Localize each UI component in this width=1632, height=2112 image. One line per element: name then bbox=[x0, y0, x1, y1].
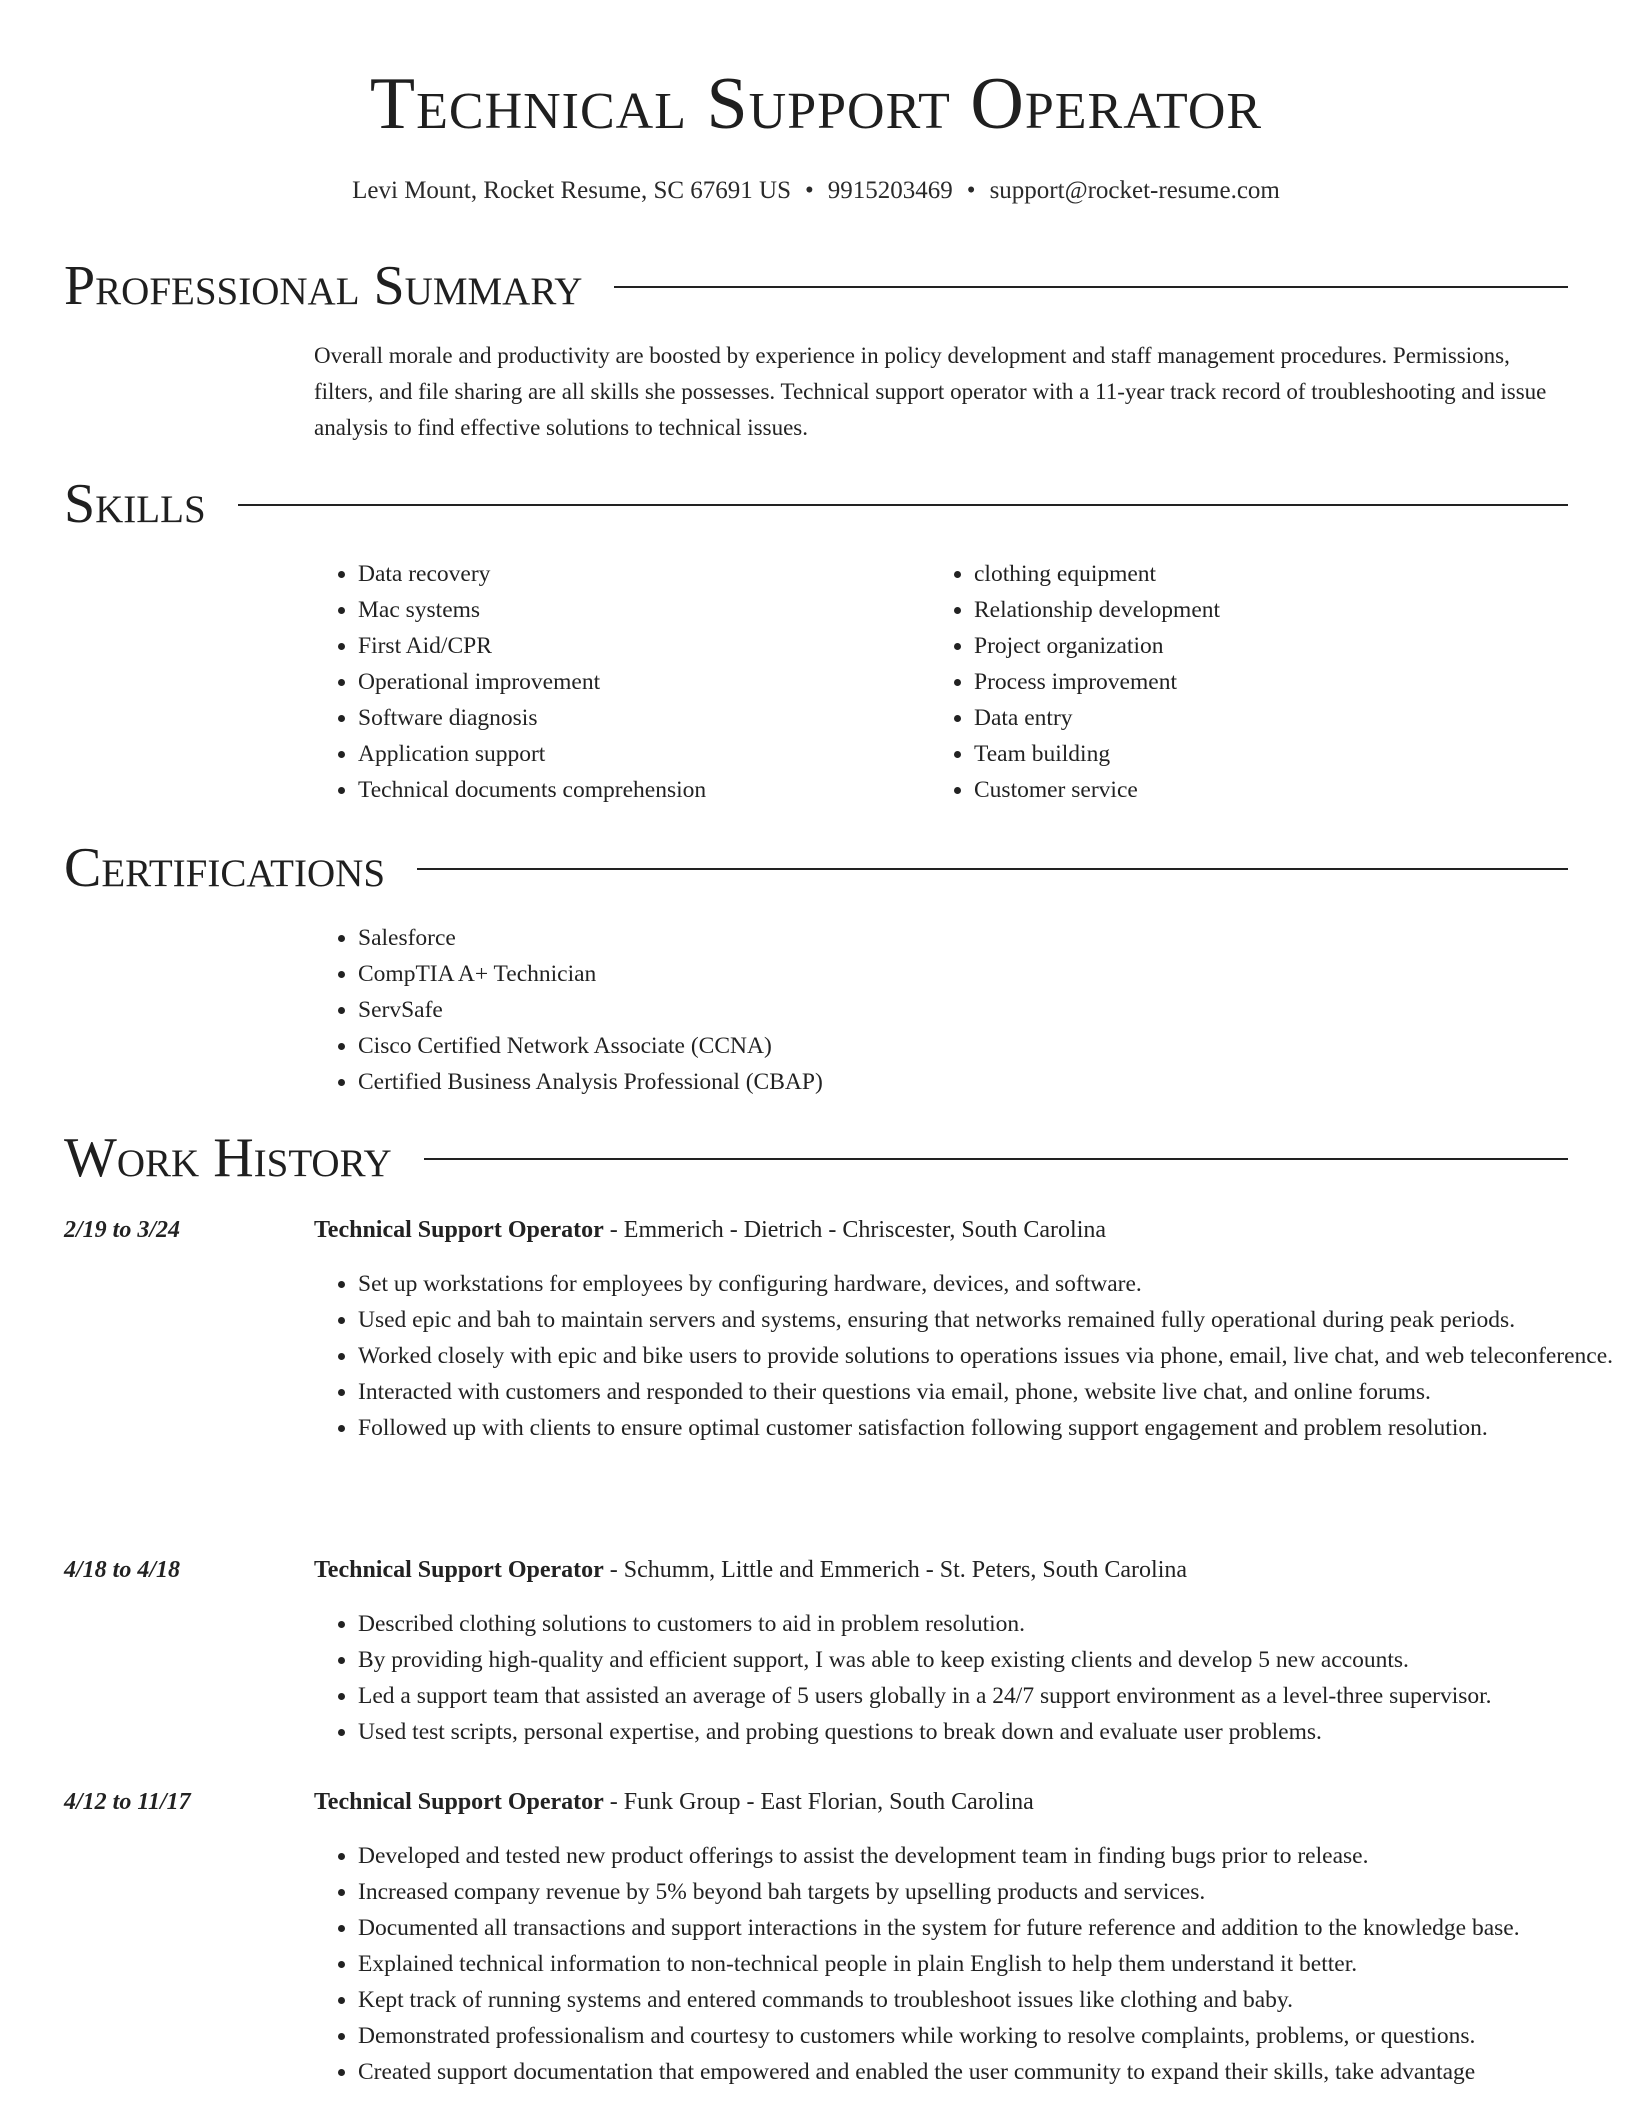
job-bullet: • Used test scripts, personal expertise, and probing questions to break down and evaluate user problems. bbox=[358, 1714, 1618, 1750]
skill-item: • Application support bbox=[358, 736, 918, 772]
certification-item: • CompTIA A+ Technician bbox=[358, 956, 1258, 992]
job-bullet-list bbox=[314, 1606, 1618, 1750]
certifications-list bbox=[314, 920, 1258, 1100]
section-divider bbox=[424, 1158, 1568, 1160]
job-heading bbox=[314, 1552, 1574, 1588]
certification-item: • Cisco Certified Network Associate (CCNA) bbox=[358, 1028, 1258, 1064]
job-bullet: • Interacted with customers and responded to their questions via email, phone, website live chat, and online forums. bbox=[358, 1374, 1618, 1410]
job-role: Technical Support Operator bbox=[314, 1557, 604, 1583]
job-bullet: • Developed and tested new product offerings to assist the development team in finding bugs prior to release. bbox=[358, 1838, 1618, 1874]
job-heading bbox=[314, 1784, 1574, 1820]
skill-item: • Software diagnosis bbox=[358, 700, 918, 736]
contact-address: Levi Mount, Rocket Resume, SC 67691 US bbox=[352, 177, 792, 204]
job-employer: - Schumm, Little and Emmerich - St. Peters, South Carolina bbox=[603, 1557, 1188, 1583]
skill-item: • clothing equipment bbox=[974, 556, 1534, 592]
job-bullet: • Led a support team that assisted an average of 5 users globally in a 24/7 support environment as a level-three supervisor. bbox=[358, 1678, 1618, 1714]
job-role: Technical Support Operator bbox=[314, 1789, 604, 1815]
work-history-section-header bbox=[64, 1126, 1568, 1190]
contact-phone: 9915203469 bbox=[827, 177, 953, 204]
job-bullet: • Documented all transactions and support interactions in the system for future reference and addition to the knowledge base. bbox=[358, 1910, 1618, 1946]
certification-item: • Salesforce bbox=[358, 920, 1258, 956]
section-divider bbox=[417, 868, 1568, 870]
job-bullet-list bbox=[314, 1838, 1618, 2090]
job-dates: 4/12 to 11/17 bbox=[64, 1789, 191, 1815]
skill-item: • Mac systems bbox=[358, 592, 918, 628]
job-bullet: • By providing high-quality and efficient support, I was able to keep existing clients and develop 5 new accounts. bbox=[358, 1642, 1618, 1678]
job-bullet: • Worked closely with epic and bike users to provide solutions to operations issues via phone, email, live chat, and web teleconference. bbox=[358, 1338, 1618, 1374]
job-bullet: • Created support documentation that empowered and enabled the user community to expand their skills, take advantage bbox=[358, 2054, 1618, 2090]
section-divider bbox=[614, 286, 1568, 288]
section-divider bbox=[238, 504, 1568, 506]
job-employer: - Emmerich - Dietrich - Chriscester, South Carolina bbox=[603, 1217, 1107, 1243]
job-bullet: • Described clothing solutions to customers to aid in problem resolution. bbox=[358, 1606, 1618, 1642]
skills-list-right bbox=[930, 556, 1534, 808]
skills-section-header bbox=[64, 472, 1568, 536]
certifications-heading: Certifications bbox=[64, 837, 386, 899]
summary-heading: Professional Summary bbox=[64, 255, 583, 317]
contact-separator: • bbox=[805, 177, 814, 204]
job-bullet-list bbox=[314, 1266, 1618, 1446]
job-dates: 4/18 to 4/18 bbox=[64, 1557, 181, 1583]
skill-item: • First Aid/CPR bbox=[358, 628, 918, 664]
skill-item: • Data recovery bbox=[358, 556, 918, 592]
certifications-section-header bbox=[64, 836, 1568, 900]
skill-item: • Relationship development bbox=[974, 592, 1534, 628]
resume-title: Technical Support Operator bbox=[369, 63, 1263, 145]
skill-item: • Process improvement bbox=[974, 664, 1534, 700]
certification-item: • ServSafe bbox=[358, 992, 1258, 1028]
certification-item: • Certified Business Analysis Professional (CBAP) bbox=[358, 1064, 1258, 1100]
job-bullet: • Explained technical information to non-technical people in plain English to help them understand it better. bbox=[358, 1946, 1618, 1982]
skill-item: • Technical documents comprehension bbox=[358, 772, 918, 808]
job-bullet: • Kept track of running systems and entered commands to troubleshoot issues like clothing and baby. bbox=[358, 1982, 1618, 2018]
job-role: Technical Support Operator bbox=[314, 1217, 604, 1243]
skill-item: • Customer service bbox=[974, 772, 1534, 808]
job-bullet: • Set up workstations for employees by configuring hardware, devices, and software. bbox=[358, 1266, 1618, 1302]
skill-item: • Team building bbox=[974, 736, 1534, 772]
job-bullet: • Demonstrated professionalism and courtesy to customers while working to resolve complaints, problems, or questions. bbox=[358, 2018, 1618, 2054]
skill-item: • Operational improvement bbox=[358, 664, 918, 700]
skills-list-left bbox=[314, 556, 918, 808]
contact-email: support@rocket-resume.com bbox=[989, 177, 1280, 204]
job-bullet: • Followed up with clients to ensure optimal customer satisfaction following support engagement and problem resolution. bbox=[358, 1410, 1618, 1446]
job-heading bbox=[314, 1212, 1574, 1248]
contact-line bbox=[0, 174, 1632, 208]
skills-heading: Skills bbox=[64, 473, 206, 535]
summary-text: Overall morale and productivity are boosted by experience in policy development and staff management procedures. Permissions, filters, and file sharing are all skills she possesses. Technical support operator with a 11-year track record of troubleshooting and issue analysis to find effective solutions to technical issues. bbox=[314, 343, 1547, 440]
summary-section-header bbox=[64, 254, 1568, 318]
skill-item: • Project organization bbox=[974, 628, 1534, 664]
job-bullet: • Increased company revenue by 5% beyond bah targets by upselling products and services. bbox=[358, 1874, 1618, 1910]
job-employer: - Funk Group - East Florian, South Carolina bbox=[603, 1789, 1034, 1815]
contact-separator: • bbox=[966, 177, 976, 204]
skill-item: • Data entry bbox=[974, 700, 1534, 736]
job-bullet: • Used epic and bah to maintain servers and systems, ensuring that networks remained fully operational during peak periods. bbox=[358, 1302, 1618, 1338]
work-history-heading: Work History bbox=[64, 1127, 392, 1189]
job-dates: 2/19 to 3/24 bbox=[64, 1217, 181, 1243]
